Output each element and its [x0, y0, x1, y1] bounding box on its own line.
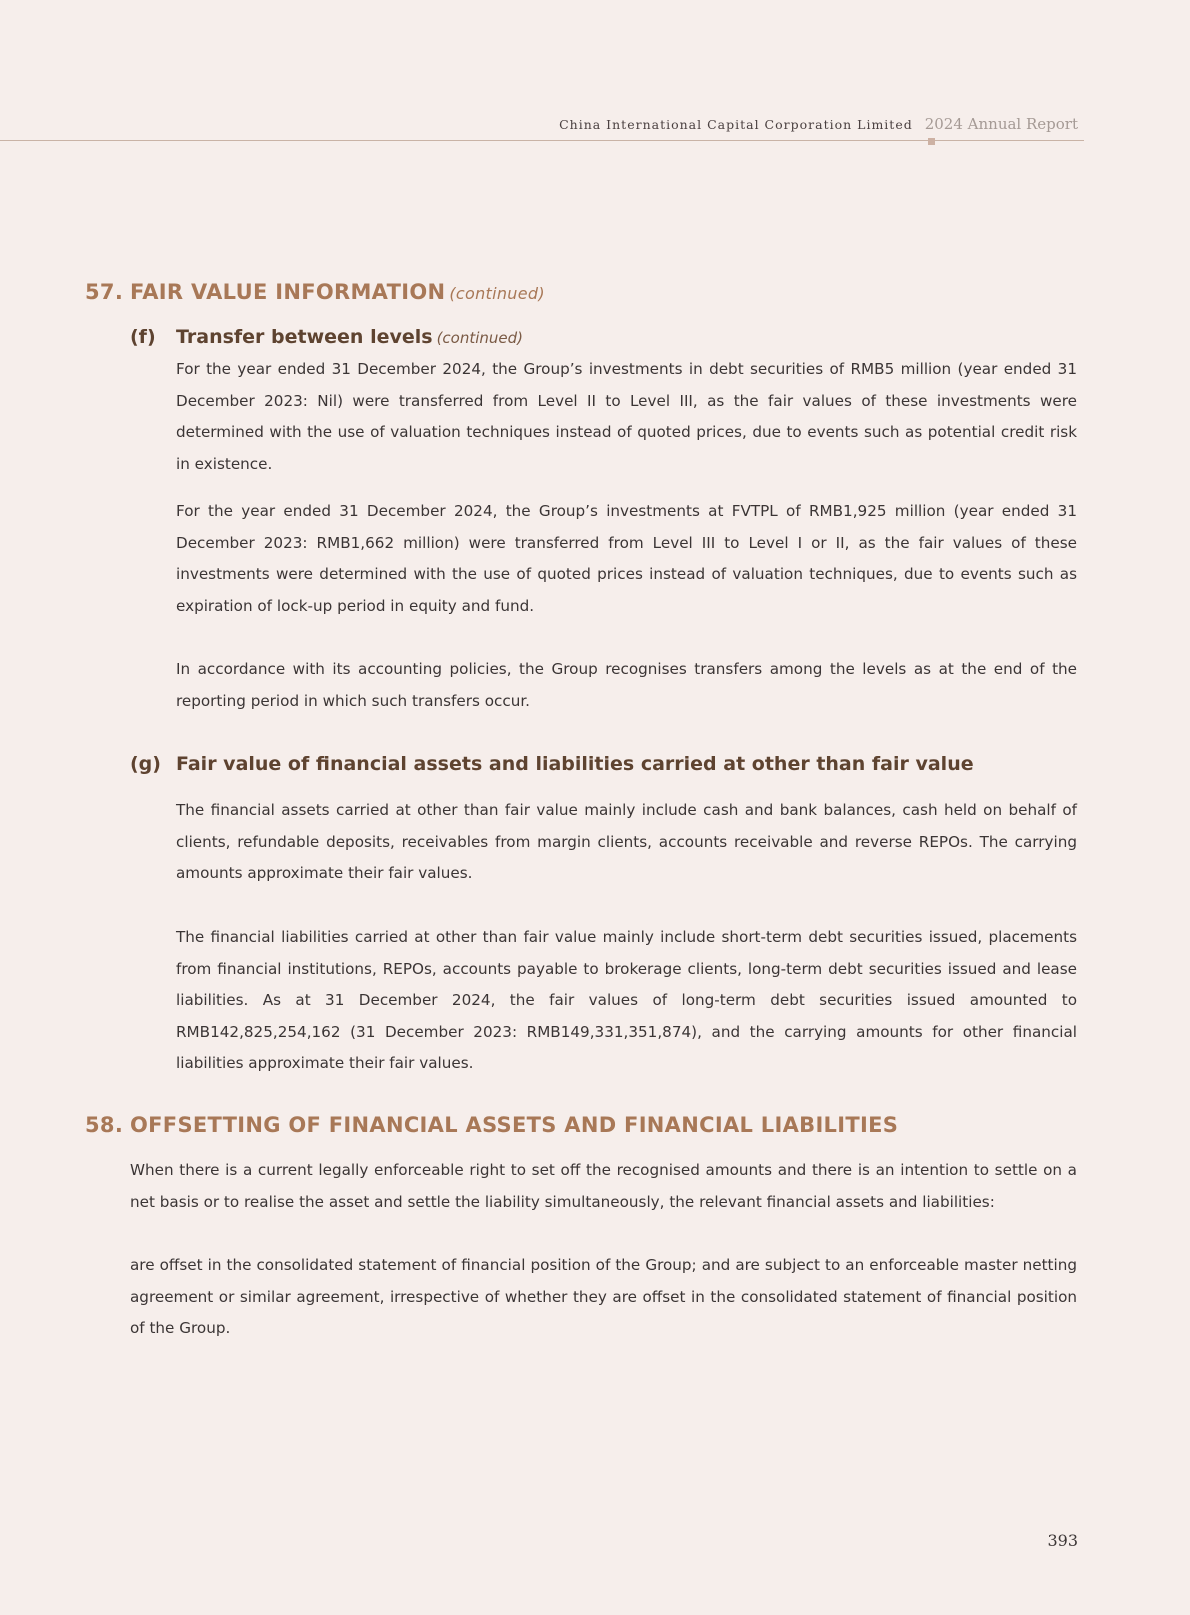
header-rule: [0, 140, 1084, 141]
paragraph: For the year ended 31 December 2024, the Group’s investments in debt securities of RMB5 million (year ended 31 December 2023: Nil) were transferred from Level II to Level III, as the fair values of these investments were determined with the use of valuation techniques instead of quoted prices, due to events such as potential credit risk in existence.: [176, 360, 1077, 473]
page-number: 393: [1047, 1531, 1078, 1550]
continued-label: (continued): [449, 284, 545, 303]
paragraph: are offset in the consolidated statement of financial position of the Group; and are subject to an enforceable master netting agreement or similar agreement, irrespective of whether they are offset in the consolidated statement of financial position of the Group.: [130, 1256, 1077, 1337]
paragraph: When there is a current legally enforceable right to set off the recognised amounts and there is an intention to settle on a net basis or to realise the asset and settle the liability simultaneously, the relevant financial assets and liabilities:: [130, 1161, 1077, 1211]
report-title: 2024 Annual Report: [924, 115, 1078, 133]
running-header: [559, 114, 1078, 133]
subsection-g-heading: [130, 753, 974, 775]
section-title: FAIR VALUE INFORMATION: [130, 280, 446, 304]
section-58-heading: [85, 1113, 898, 1137]
header-square-marker: [928, 138, 935, 145]
section-number: 57.: [85, 280, 124, 304]
section-57-heading: [85, 280, 545, 304]
paragraph: For the year ended 31 December 2024, the Group’s investments at FVTPL of RMB1,925 million (year ended 31 December 2023: RMB1,662 million) were transferred from Level III to Level I or II, as the fair values of these investments were determined with the use of quoted prices instead of valuation techniques, due to events such as expiration of lock-up period in equity and fund.: [176, 502, 1077, 615]
continued-label: (continued): [436, 329, 524, 347]
section-number: 58.: [85, 1113, 124, 1137]
company-name: China International Capital Corporation Limited: [559, 117, 913, 132]
paragraph: The financial liabilities carried at other than fair value mainly include short-term debt securities issued, placements from financial institutions, REPOs, accounts payable to brokerage clients, long-term debt securities issued and lease liabilities. As at 31 December 2024, the fair values of long-term debt securities issued amounted to RMB142,825,254,162 (31 December 2023: RMB149,331,351,874), and the carrying amounts for other financial liabilities approximate their fair values.: [176, 928, 1077, 1072]
paragraph: The financial assets carried at other than fair value mainly include cash and bank balances, cash held on behalf of clients, refundable deposits, receivables from margin clients, accounts receivable and reverse REPOs. The carrying amounts approximate their fair values.: [176, 801, 1077, 882]
subsection-title: Transfer between levels: [176, 326, 433, 348]
subsection-label: (f): [130, 326, 156, 348]
subsection-f-heading: [130, 326, 523, 348]
paragraph: In accordance with its accounting policies, the Group recognises transfers among the levels as at the end of the reporting period in which such transfers occur.: [176, 660, 1077, 710]
subsection-title: Fair value of financial assets and liabilities carried at other than fair value: [176, 753, 974, 775]
section-title: OFFSETTING OF FINANCIAL ASSETS AND FINANCIAL LIABILITIES: [130, 1113, 899, 1137]
subsection-label: (g): [130, 753, 161, 775]
